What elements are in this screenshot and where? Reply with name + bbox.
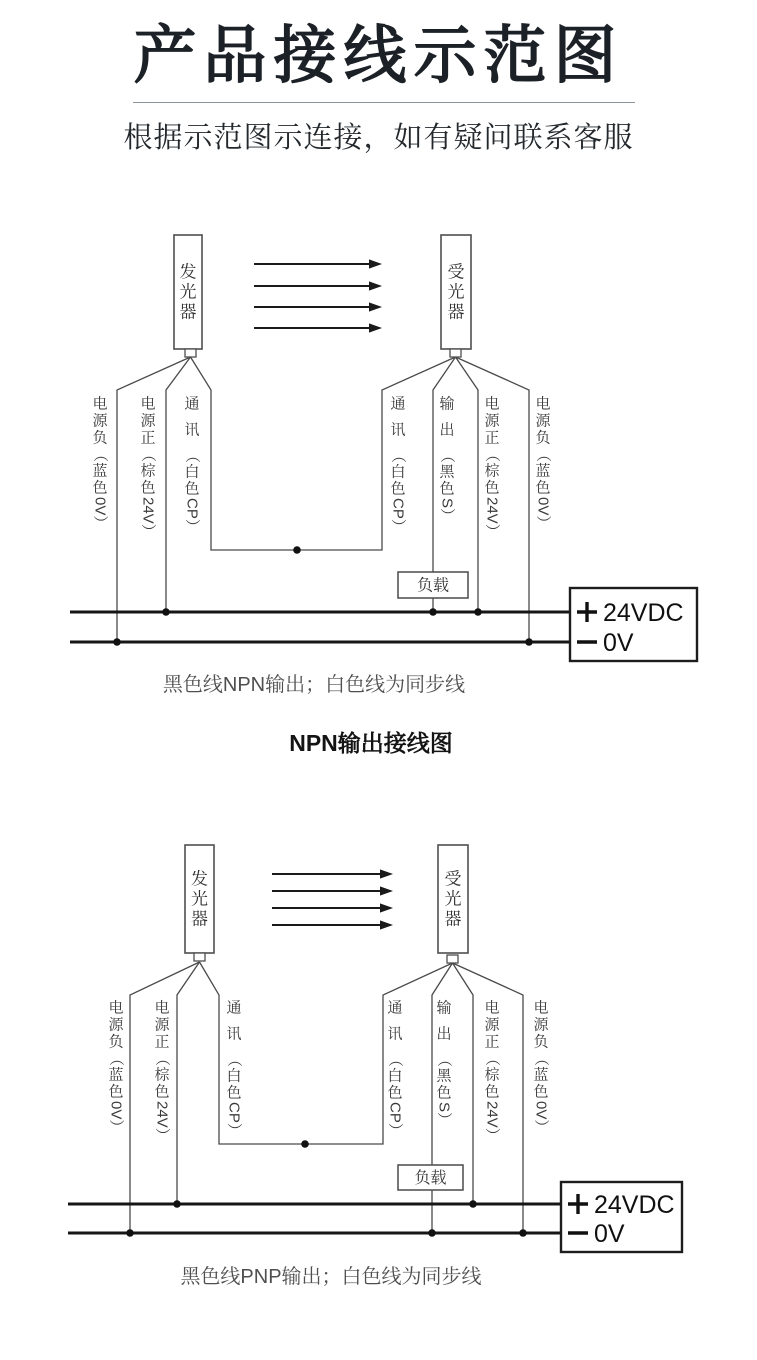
svg-text:色: 色	[484, 479, 500, 497]
svg-text:蓝: 蓝	[535, 462, 551, 480]
svg-text:（: （	[107, 1051, 125, 1067]
receiver-device	[441, 235, 471, 349]
wire-label	[154, 999, 171, 1143]
svg-text:讯: 讯	[184, 421, 200, 439]
receiver-device	[438, 845, 468, 953]
receiver-device-label: 受	[444, 869, 462, 889]
svg-text:源: 源	[140, 412, 156, 430]
svg-text:色: 色	[226, 1084, 242, 1102]
svg-text:棕: 棕	[140, 462, 156, 480]
svg-text:白: 白	[226, 1067, 242, 1085]
svg-text:棕: 棕	[484, 1066, 500, 1084]
svg-text:0V）: 0V）	[91, 497, 109, 531]
svg-text:源: 源	[108, 1016, 124, 1034]
svg-text:CP）: CP）	[183, 498, 201, 534]
wire-label	[140, 395, 157, 539]
wire-label	[184, 396, 201, 534]
svg-text:电: 电	[108, 999, 124, 1017]
svg-text:源: 源	[535, 412, 551, 430]
svg-text:0V）: 0V）	[534, 497, 552, 531]
light-beam-arrows	[254, 259, 382, 332]
emitter-device-label: 发	[191, 869, 208, 889]
svg-text:黑: 黑	[436, 1067, 452, 1085]
svg-text:通: 通	[226, 999, 242, 1017]
svg-text:正: 正	[484, 429, 500, 447]
receiver-device-label: 器	[447, 302, 465, 322]
wire-label	[387, 1000, 404, 1138]
pnp-caption: 黑色线PNP输出；白色线为同步线	[180, 1266, 482, 1288]
beam-arrow-head	[380, 920, 393, 929]
svg-text:24V）: 24V）	[483, 1101, 501, 1143]
psu-24vdc-label: 24VDC	[603, 599, 684, 627]
receiver-device-label: 受	[447, 262, 465, 282]
svg-text:负: 负	[108, 1033, 124, 1051]
npn-caption: 黑色线NPN输出；白色线为同步线	[162, 674, 466, 696]
emitter-device-label: 器	[191, 909, 208, 929]
wire-label	[484, 395, 501, 539]
svg-text:棕: 棕	[484, 462, 500, 480]
wire-label	[439, 396, 456, 524]
svg-text:（: （	[386, 1052, 404, 1068]
junction-dot	[293, 546, 301, 554]
emitter-device	[185, 845, 214, 953]
svg-text:S）: S）	[438, 498, 456, 524]
emitter-device	[174, 235, 202, 349]
svg-text:色: 色	[184, 480, 200, 498]
receiver-cable-connector	[450, 349, 461, 357]
emitter-device-label: 光	[191, 889, 208, 909]
receiver-device-label: 器	[444, 909, 462, 929]
svg-text:蓝: 蓝	[92, 462, 108, 480]
npn-diagram	[70, 235, 697, 661]
psu-0v-label: 0V	[603, 629, 634, 657]
wire-label	[436, 1000, 453, 1128]
svg-text:0V）: 0V）	[532, 1101, 550, 1135]
svg-text:负: 负	[535, 429, 551, 447]
svg-text:色: 色	[533, 1083, 549, 1101]
svg-text:电: 电	[92, 395, 108, 413]
svg-text:负: 负	[92, 429, 108, 447]
wire-power-positive-left	[177, 962, 200, 1204]
svg-text:黑: 黑	[439, 463, 455, 481]
svg-text:（: （	[534, 447, 552, 463]
svg-text:（: （	[483, 447, 501, 463]
wires	[117, 357, 529, 642]
emitter-device-label: 光	[179, 282, 197, 302]
beam-arrow-head	[369, 259, 382, 268]
load-box-label: 负载	[414, 1170, 447, 1187]
svg-text:（: （	[139, 447, 157, 463]
svg-text:24V）: 24V）	[483, 497, 501, 539]
svg-text:色: 色	[436, 1084, 452, 1102]
junction-dot	[301, 1140, 309, 1148]
svg-text:输: 输	[439, 395, 455, 413]
svg-text:色: 色	[140, 479, 156, 497]
wire-label	[108, 999, 125, 1135]
svg-text:电: 电	[535, 395, 551, 413]
svg-text:正: 正	[140, 429, 156, 447]
svg-text:（: （	[183, 448, 201, 464]
svg-text:电: 电	[140, 395, 156, 413]
beam-arrow-head	[380, 886, 393, 895]
svg-text:源: 源	[533, 1016, 549, 1034]
svg-text:色: 色	[387, 1084, 403, 1102]
page-subtitle: 根据示范图示连接，如有疑问联系客服	[123, 122, 634, 154]
emitter-cable-connector	[194, 953, 205, 961]
svg-text:通: 通	[390, 395, 406, 413]
svg-text:色: 色	[484, 1083, 500, 1101]
junction-dot	[113, 638, 121, 646]
psu-0v-label: 0V	[594, 1220, 625, 1248]
svg-text:0V）: 0V）	[107, 1101, 125, 1135]
receiver-device-label: 光	[447, 282, 465, 302]
svg-text:（: （	[435, 1052, 453, 1068]
svg-text:（: （	[91, 447, 109, 463]
emitter-device-label: 器	[179, 302, 197, 322]
svg-text:色: 色	[92, 479, 108, 497]
beam-arrow-head	[380, 903, 393, 912]
beam-arrow-head	[369, 323, 382, 332]
svg-text:源: 源	[92, 412, 108, 430]
svg-text:CP）: CP）	[225, 1102, 243, 1138]
wire-label	[535, 395, 552, 531]
svg-text:讯: 讯	[390, 421, 406, 439]
svg-text:24V）: 24V）	[139, 497, 157, 539]
svg-text:通: 通	[387, 999, 403, 1017]
receiver-cable-connector	[447, 955, 458, 963]
svg-text:输: 输	[436, 999, 452, 1017]
junction-dot	[162, 608, 170, 616]
svg-text:（: （	[483, 1051, 501, 1067]
svg-text:色: 色	[390, 480, 406, 498]
beam-arrow-head	[380, 869, 393, 878]
psu-24vdc-label: 24VDC	[594, 1191, 675, 1219]
svg-text:电: 电	[484, 395, 500, 413]
wire-label	[226, 1000, 243, 1138]
receiver-device-label: 光	[444, 889, 462, 909]
load-box	[398, 572, 468, 598]
svg-text:白: 白	[184, 463, 200, 481]
svg-text:电: 电	[533, 999, 549, 1017]
svg-text:讯: 讯	[226, 1025, 242, 1043]
svg-text:白: 白	[390, 463, 406, 481]
svg-text:色: 色	[108, 1083, 124, 1101]
beam-arrow-head	[369, 302, 382, 311]
svg-text:讯: 讯	[387, 1025, 403, 1043]
svg-text:24V）: 24V）	[153, 1101, 171, 1143]
svg-text:通: 通	[184, 395, 200, 413]
power-supply-box	[570, 588, 697, 661]
load-box	[398, 1165, 463, 1190]
svg-text:源: 源	[154, 1016, 170, 1034]
svg-text:色: 色	[154, 1083, 170, 1101]
npn-heading: NPN输出接线图	[289, 730, 453, 756]
svg-text:（: （	[225, 1052, 243, 1068]
junction-dot	[173, 1200, 181, 1208]
beam-arrow-head	[369, 281, 382, 290]
wire-sync-cp	[191, 357, 456, 550]
junction-dot	[474, 608, 482, 616]
svg-text:正: 正	[484, 1033, 500, 1051]
junction-dot	[525, 638, 533, 646]
emitter-device-label: 发	[179, 262, 197, 282]
wire-label	[533, 999, 550, 1135]
load-box-label: 负载	[416, 577, 450, 595]
wire-label	[390, 396, 407, 534]
svg-text:正: 正	[154, 1033, 170, 1051]
svg-text:（: （	[153, 1051, 171, 1067]
wire-label	[92, 395, 109, 531]
svg-text:出: 出	[439, 421, 455, 439]
svg-text:蓝: 蓝	[108, 1066, 124, 1084]
svg-text:电: 电	[154, 999, 170, 1017]
svg-text:电: 电	[484, 999, 500, 1017]
svg-text:出: 出	[436, 1025, 452, 1043]
emitter-cable-connector	[185, 349, 196, 357]
wire-label	[484, 999, 501, 1143]
power-supply-box	[561, 1182, 682, 1252]
svg-text:蓝: 蓝	[533, 1066, 549, 1084]
junction-dot	[519, 1229, 527, 1237]
pnp-diagram	[68, 845, 682, 1252]
junction-dot	[126, 1229, 134, 1237]
page-title: 产品接线示范图	[133, 21, 624, 91]
svg-text:源: 源	[484, 1016, 500, 1034]
svg-text:CP）: CP）	[386, 1102, 404, 1138]
wires	[130, 962, 523, 1233]
svg-text:色: 色	[439, 480, 455, 498]
light-beam-arrows	[272, 869, 393, 929]
svg-text:源: 源	[484, 412, 500, 430]
svg-text:（: （	[532, 1051, 550, 1067]
svg-text:白: 白	[387, 1067, 403, 1085]
svg-text:CP）: CP）	[389, 498, 407, 534]
junction-dot	[429, 608, 437, 616]
svg-text:棕: 棕	[154, 1066, 170, 1084]
svg-text:（: （	[438, 448, 456, 464]
svg-text:色: 色	[535, 479, 551, 497]
svg-text:S）: S）	[435, 1102, 453, 1128]
svg-text:负: 负	[533, 1033, 549, 1051]
junction-dot	[428, 1229, 436, 1237]
junction-dot	[469, 1200, 477, 1208]
svg-text:（: （	[389, 448, 407, 464]
